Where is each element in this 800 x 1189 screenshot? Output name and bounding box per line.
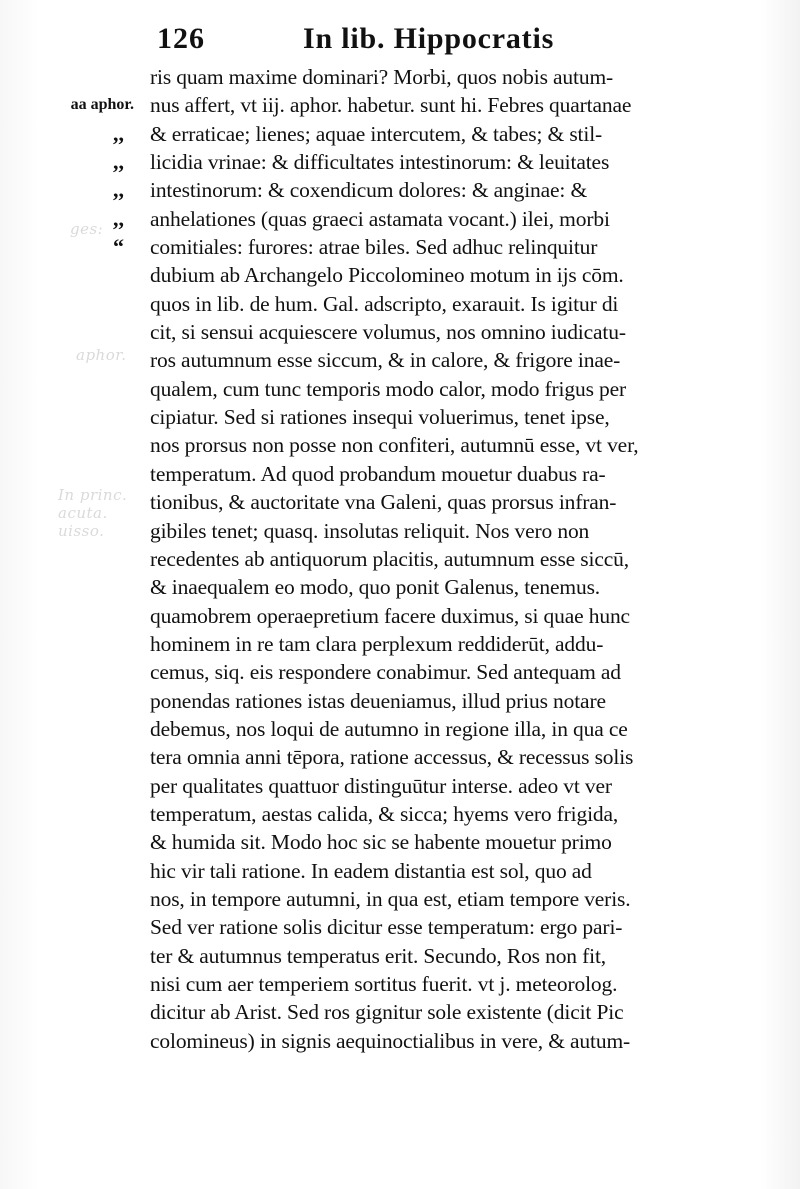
text-line: colomineus) in signis aequinoctialibus in vere, & autum-: [150, 1028, 631, 1053]
page-number: 126: [157, 22, 205, 55]
text-line: qualem, cum tunc temporis modo calor, modo frigus per: [150, 376, 627, 401]
text-line: ponendas rationes istas deueniamus, illud prius notare: [150, 688, 606, 713]
text-line: Sed ver ratione solis dicitur esse temperatum: ergo pari-: [150, 915, 623, 940]
margin-quote-mark: “: [113, 234, 124, 260]
text-line: cemus, siq. eis respondere conabimur. Sed antequam ad: [150, 660, 621, 685]
text-line: intestinorum: & coxendicum dolores: & anginae: &: [150, 178, 588, 203]
text-line: temperatum. Ad quod probandum mouetur duabus ra-: [150, 461, 606, 486]
margin-quote-mark: ,,: [113, 149, 124, 175]
text-line: cit, si sensui acquiescere volumus, nos omnino iudicatu-: [150, 320, 626, 345]
margin-quote-mark: ,,: [113, 205, 124, 231]
margin-note-aphorism-ref: aa aphor.: [70, 96, 134, 114]
text-line: nus affert, vt iij. aphor. habetur. sunt hi. Febres quartanae: [150, 93, 632, 118]
text-line: nisi cum aer temperiem sortitus fuerit. vt j. meteorolog.: [150, 972, 618, 996]
margin-quote-mark: ,,: [113, 177, 124, 203]
text-line: tera omnia anni tēpora, ratione accessus, & recessus solis: [150, 745, 634, 770]
text-line: quos in lib. de hum. Gal. adscripto, exarauit. Is igitur di: [150, 291, 619, 316]
text-line: ros autumnum esse siccum, & in calore, & frigore inae-: [150, 348, 621, 373]
text-line: & humida sit. Modo hoc sic se habente mouetur primo: [150, 830, 612, 855]
body-text: [150, 63, 772, 1055]
text-line: recedentes ab antiquorum placitis, autumnum esse siccū,: [150, 546, 629, 571]
text-line: ter & autumnus temperatus erit. Secundo, Ros non fit,: [150, 943, 607, 968]
text-line: & erraticae; lienes; aquae intercutem, & tabes; & stil-: [150, 121, 603, 146]
text-line: hominem in re tam clara perplexum reddiderūt, addu-: [150, 631, 604, 656]
text-line: ris quam maxime dominari? Morbi, quos nobis autum-: [150, 65, 614, 89]
text-line: & inaequalem eo modo, quo ponit Galenus, tenemus.: [150, 575, 601, 600]
text-line: per qualitates quattuor distinguūtur interse. adeo vt ver: [150, 773, 612, 798]
text-line: comitiales: furores: atrae biles. Sed adhuc relinquitur: [150, 235, 598, 260]
margin-notes: [40, 63, 140, 261]
text-line: cipiatur. Sed si rationes insequi voluerimus, tenet ipse,: [150, 405, 610, 430]
page-header: [157, 22, 777, 62]
text-line: nos, in tempore autumni, in qua est, etiam tempore veris.: [150, 886, 631, 911]
text-line: quamobrem operaepretium facere duximus, si quae hunc: [150, 603, 630, 628]
running-title: In lib. Hippocratis: [303, 22, 555, 55]
text-line: gibiles tenet; quasq. insolutas reliquit. Nos vero non: [150, 518, 590, 543]
text-line: anhelationes (quas graeci astamata vocant.) ilei, morbi: [150, 206, 610, 231]
text-line: licidia vrinae: & difficultates intestinorum: & leuitates: [150, 150, 610, 175]
text-line: tionibus, & auctoritate vna Galeni, quas prorsus infran-: [150, 490, 617, 515]
show-through-text: In princ. acuta. uisso.: [58, 486, 128, 540]
margin-quote-mark: ,,: [113, 120, 124, 146]
margin-note-blank: [40, 63, 140, 91]
show-through-text: aphor.: [76, 346, 127, 364]
text-line: hic vir tali ratione. In eadem distantia est sol, quo ad: [150, 858, 592, 883]
text-line: temperatum, aestas calida, & sicca; hyems vero frigida,: [150, 801, 619, 826]
show-through-text: ges:: [70, 220, 104, 238]
text-line: dicitur ab Arist. Sed ros gignitur sole existente (dicit Pic: [150, 1000, 624, 1025]
text-line: debemus, nos loqui de autumno in regione illa, in qua ce: [150, 716, 628, 741]
text-line: nos prorsus non posse non confiteri, autumnū esse, vt ver,: [150, 433, 639, 458]
text-line: dubium ab Archangelo Piccolomineo motum in ijs cōm.: [150, 263, 624, 288]
